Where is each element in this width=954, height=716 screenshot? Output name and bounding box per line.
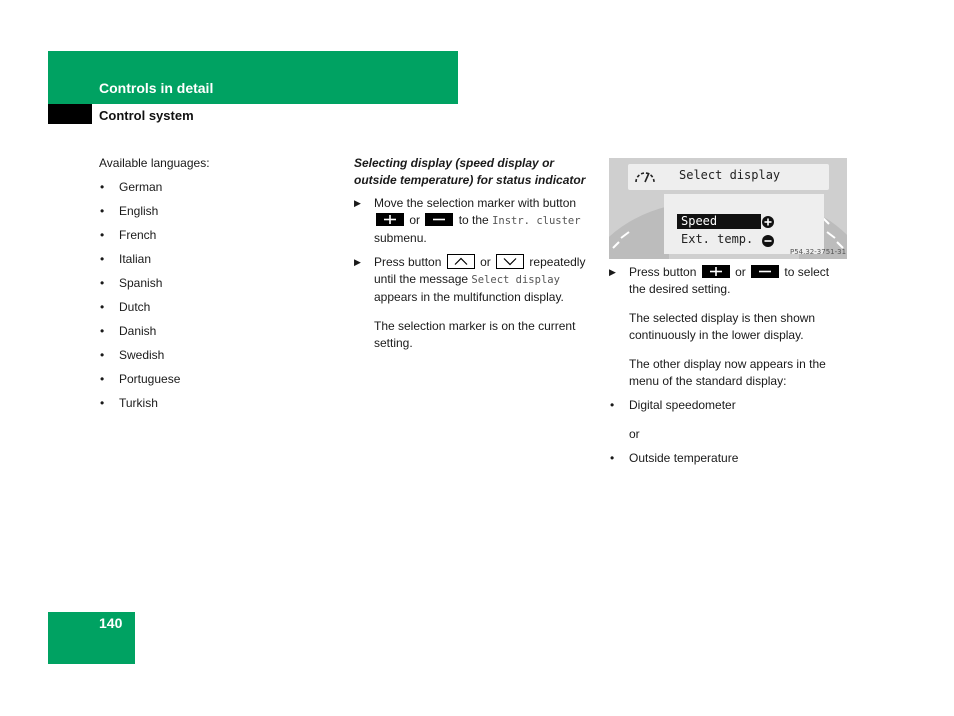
list-item: • French [99, 227, 329, 244]
step-text: or [409, 213, 421, 227]
down-button-icon [496, 254, 524, 269]
step-text: Press button [629, 265, 697, 279]
list-item: • Turkish [99, 395, 329, 412]
display-option-speed: Speed [681, 214, 718, 228]
display-option-ext-temp: Ext. temp. [681, 232, 754, 246]
step-text: submenu. [374, 231, 427, 245]
list-item: • Italian [99, 251, 329, 268]
speedometer-icon [633, 168, 657, 184]
step-press-button [354, 254, 594, 306]
section-tab-marker [48, 104, 92, 124]
step-move-marker [354, 195, 594, 247]
list-item: • Portuguese [99, 371, 329, 388]
paragraph: The other display now appears in the menu of the standard display: [629, 357, 826, 388]
minus-button-icon [751, 265, 779, 278]
step-text: to select the desired setting. [629, 265, 830, 296]
right-column [609, 264, 849, 474]
list-item: • Spanish [99, 275, 329, 292]
step-text: repeatedly until the message [374, 255, 586, 286]
minus-circle-icon [762, 235, 774, 247]
list-item: • Outside temperature [609, 450, 849, 467]
plus-button-icon [702, 265, 730, 278]
list-item: • English [99, 203, 329, 220]
plus-circle-icon [762, 216, 774, 228]
subsection-title: Control system [99, 108, 194, 123]
display-options-list-2 [609, 450, 849, 467]
section-title: Controls in detail [99, 80, 214, 96]
procedure-note: The selection marker is on the current setting. [374, 319, 576, 350]
triangle-bullet-icon: ▶ [354, 257, 361, 267]
list-item: • Swedish [99, 347, 329, 364]
minus-button-icon [425, 213, 453, 226]
list-item: • Digital speedometer [609, 397, 849, 414]
left-column [99, 155, 329, 419]
figure-code: P54.32-3751-31 [790, 248, 847, 256]
step-text: to the [458, 213, 489, 227]
step-text: or [735, 265, 746, 279]
or-text: or [629, 427, 640, 441]
plus-button-icon [376, 213, 404, 226]
display-title: Select display [679, 168, 781, 182]
procedure-heading: Selecting display (speed display or outside temperature) for status indicator [354, 156, 586, 187]
step-text: appears in the multifunction display. [374, 290, 564, 304]
middle-column [354, 155, 594, 359]
languages-intro: Available languages: [99, 156, 210, 170]
up-button-icon [447, 254, 475, 269]
list-item: • Dutch [99, 299, 329, 316]
step-select-setting [609, 264, 849, 298]
menu-name: Instr. cluster [492, 215, 581, 227]
step-text: Move the selection marker with button [374, 196, 577, 210]
list-item: • Danish [99, 323, 329, 340]
display-message: Select display [471, 274, 560, 286]
triangle-bullet-icon: ▶ [609, 267, 616, 277]
paragraph: The selected display is then shown continuously in the lower display. [629, 311, 816, 342]
page-number: 140 [99, 615, 123, 631]
display-options-list [609, 397, 849, 414]
step-text: Press button [374, 255, 442, 269]
languages-list [99, 179, 329, 412]
triangle-bullet-icon: ▶ [354, 198, 361, 208]
header-band [48, 51, 458, 104]
list-item: • German [99, 179, 329, 196]
step-text: or [480, 255, 491, 269]
